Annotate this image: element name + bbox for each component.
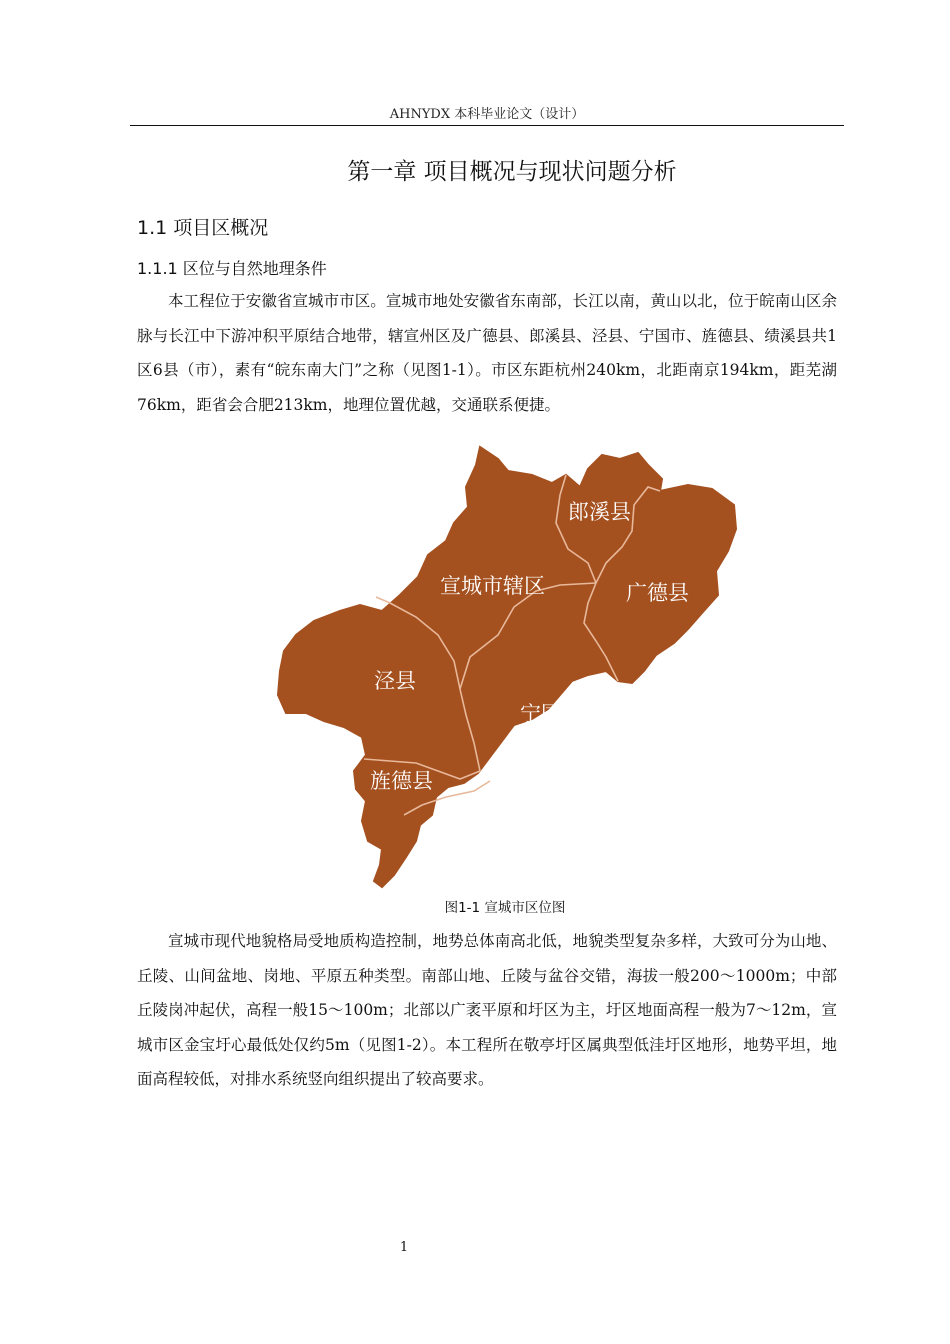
page-header: AHNYDX 本科毕业论文（设计） <box>389 107 585 122</box>
label-guangde: 广德县 <box>626 581 689 605</box>
label-jixi: 绩溪县 <box>430 820 493 844</box>
header-rule <box>130 125 844 126</box>
section-title: 1.1 项目区概况 <box>137 217 269 239</box>
label-ningguo: 宁国市 <box>520 702 583 726</box>
figure-caption: 图1-1 宣城市区位图 <box>444 900 566 916</box>
region-map <box>270 445 750 895</box>
paragraph-location: 本工程位于安徽省宣城市市区。宣城市地处安徽省东南部，长江以南，黄山以北，位于皖南山区余脉与长江中下游冲积平原结合地带，辖宣州区及广德县、郎溪县、泾县、宁国市、旌德县、绩溪县共1区6县（市），素有“皖东南大门”之称（见图1-1）。市区东距杭州240km，北距南京194km，距芜湖76km，距省会合肥213km，地理位置优越，交通联系便捷。 <box>137 292 837 414</box>
label-xuanzhou: 宣城市辖区 <box>440 574 545 598</box>
label-jingde: 旌德县 <box>370 769 433 793</box>
label-jingxian: 泾县 <box>374 669 416 693</box>
paragraph-terrain: 宣城市现代地貌格局受地质构造控制，地势总体南高北低，地貌类型复杂多样，大致可分为山地、丘陵、山间盆地、岗地、平原五种类型。南部山地、丘陵与盆谷交错，海拔一般200～1000m；中部丘陵岗冲起伏，高程一般15～100m；北部以广袤平原和圩区为主，圩区地面高程一般为7～12m，宣城市区金宝圩心最低处仅约5m（见图1-2）。本工程所在敬亭圩区属典型低洼圩区地形，地势平坦，地面高程较低，对排水系统竖向组织提出了较高要求。 <box>137 932 837 1088</box>
chapter-title: 第一章 项目概况与现状问题分析 <box>347 159 677 185</box>
label-langxi: 郎溪县 <box>568 500 631 524</box>
page-number: 1 <box>399 1240 409 1255</box>
map-outline <box>278 447 736 887</box>
region-map-figure <box>270 445 750 895</box>
subsection-title: 1.1.1 区位与自然地理条件 <box>137 259 327 278</box>
